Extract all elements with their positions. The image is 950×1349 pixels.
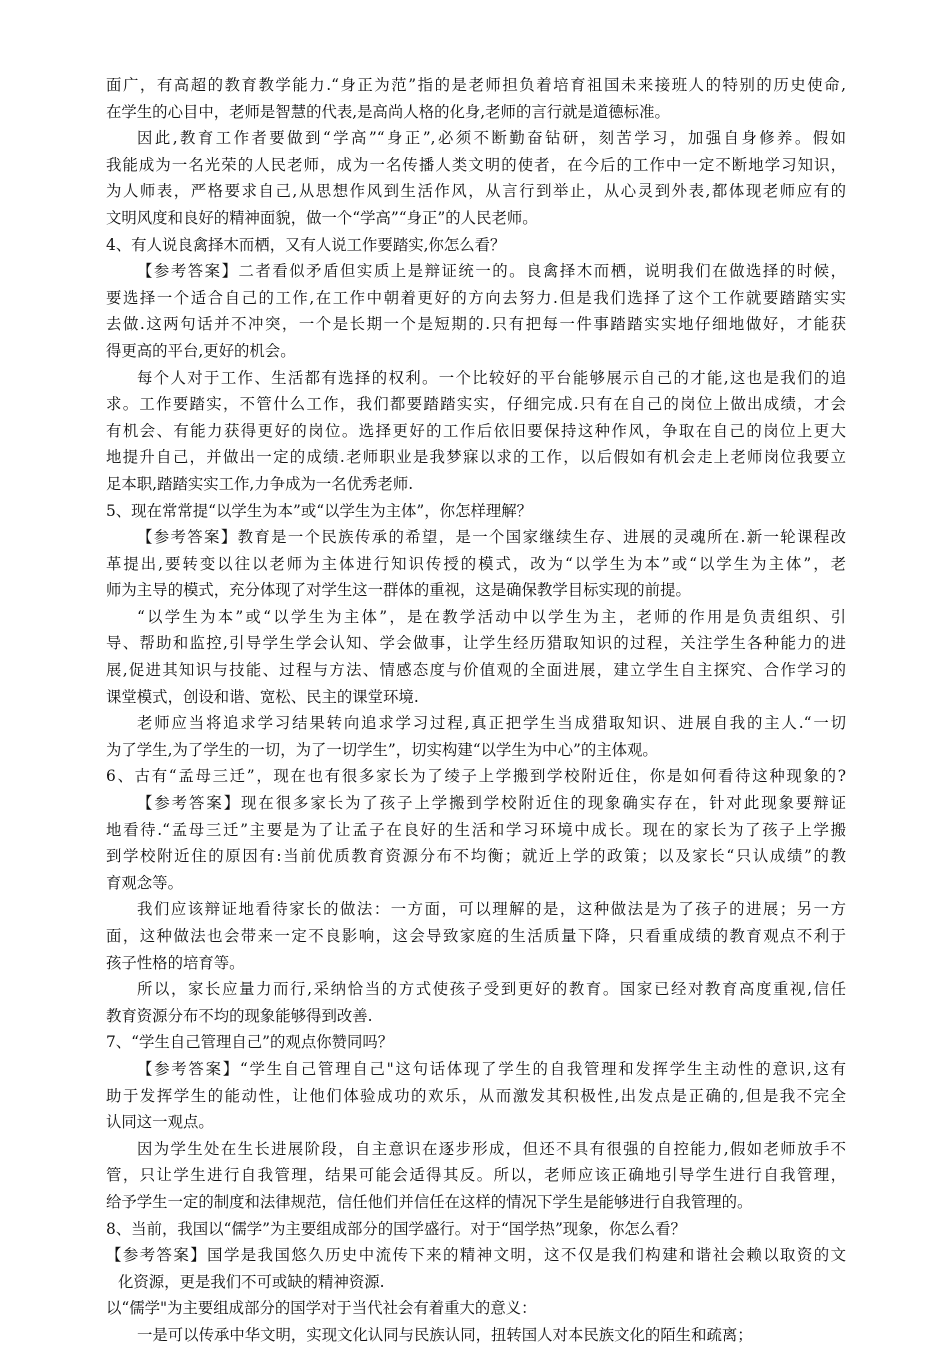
- text-line: 我能成为一名光荣的人民老师，成为一名传播人类文明的使者，在今后的工作中一定不断地学习知识，: [106, 155, 846, 174]
- text-line: 要选择一个适合自己的工作,在工作中朝着更好的方向去努力.但是我们选择了这个工作就要踏踏实实: [106, 288, 846, 307]
- text-line: 8、当前，我国以“儒学”为主要组成部分的国学盛行。对于“国学热”现象，你怎么看？: [106, 1219, 686, 1238]
- text-line: 师为主导的模式，充分体现了对学生这一群体的重视，这是确保教学目标实现的前提。: [106, 581, 691, 600]
- text-line: 为了学生,为了学生的一切，为了一切学生”，切实构建“以学生为中心”的主体观。: [106, 740, 658, 759]
- text-line: 我们应该辩证地看待家长的做法：一方面，可以理解的是，这种做法是为了孩子的进展；另一方: [137, 900, 846, 919]
- text-line: 5、现在常常提“以学生为本”或“以学生为主体”，你怎样理解？: [106, 501, 533, 520]
- text-line: 所以，家长应量力而行,采纳恰当的方式使孩子受到更好的教育。国家已经对教育高度重视,信任: [137, 980, 846, 999]
- text-line: 求。工作要踏实，不管什么工作，我们都要踏踏实实，仔细完成.只有在自己的岗位上做出成绩，才会: [106, 395, 846, 414]
- text-line: 文明风度和良好的精神面貌，做一个“学高”“身正”的人民老师。: [106, 208, 538, 227]
- text-line: 地提升自己，并做出一定的成绩.老师职业是我梦寐以求的工作，以后假如有机会走上老师岗位我要立: [106, 448, 846, 467]
- text-line: 以“儒学"为主要组成部分的国学对于当代社会有着重大的意义：: [106, 1299, 537, 1318]
- document-page: [106, 72, 846, 1349]
- text-line: 革提出,要转变以往以老师为主体进行知识传授的模式，改为“以学生为本”或“以学生为主体”，老: [106, 554, 846, 573]
- text-line: 认同这一观点。: [106, 1113, 214, 1132]
- text-line: 化资源，更是我们不可或缺的精神资源.: [118, 1272, 385, 1291]
- text-line: 去做.这两句话并不冲突，一个是长期一个是短期的.只有把每一件事踏踏实实地仔细地做好，才能获: [106, 315, 846, 334]
- text-line: 管，只让学生进行自我管理，结果可能会适得其反。所以，老师应该正确地引导学生进行自我管理，: [106, 1166, 846, 1185]
- text-line: 面，这种做法也会带来一定不良影响，这会导致家庭的生活质量下降，只看重成绩的教育观点不利于: [106, 927, 846, 945]
- text-line: 有机会、有能力获得更好的岗位。选择更好的工作后依旧要保持这种作风，争取在自己的岗位上更大: [106, 421, 846, 440]
- text-line: 7、“学生自己管理自己”的观点你赞同吗？: [106, 1033, 394, 1052]
- text-line: 教育资源分布不均的现象能够得到改善.: [106, 1006, 373, 1025]
- text-line: 每个人对于工作、生活都有选择的权利。一个比较好的平台能够展示自己的才能,这也是我们的追: [137, 368, 846, 387]
- text-line: 导、帮助和监控,引导学生学会认知、学会做事，让学生经历猎取知识的过程，关注学生各种能力的进: [106, 634, 846, 653]
- text-line: 孩子性格的培育等。: [106, 953, 245, 972]
- text-line: 育观念等。: [106, 873, 183, 892]
- text-line: 【参考答案】“学生自己管理自己"这句话体现了学生的自我管理和发挥学生主动性的意识,这有: [137, 1059, 846, 1078]
- text-line: 课堂模式，创设和谐、宽松、民主的课堂环境.: [106, 687, 419, 706]
- text-line: 【参考答案】教育是一个民族传承的希望，是一个国家继续生存、进展的灵魂所在.新一轮课程改: [137, 528, 846, 547]
- text-line: 助于发挥学生的能动性，让他们体验成功的欢乐，从而激发其积极性,出发点是正确的,但是我不完全: [106, 1086, 846, 1105]
- text-line: 面广，有高超的教育教学能力.“身正为范”指的是老师担负着培育祖国未来接班人的特别的历史使命,: [106, 76, 846, 94]
- text-line: 【参考答案】二者看似矛盾但实质上是辩证统一的。良禽择木而栖，说明我们在做选择的时候，: [137, 262, 846, 281]
- text-line: 地看待.“孟母三迁”主要是为了让孟子在良好的生活和学习环境中成长。现在的家长为了孩子上学搬: [106, 820, 846, 839]
- text-line: 得更高的平台,更好的机会。: [106, 341, 296, 360]
- text-line: 【参考答案】现在很多家长为了孩子上学搬到学校附近住的现象确实存在，针对此现象要辩证: [137, 794, 846, 813]
- text-line: 足本职,踏踏实实工作,力争成为一名优秀老师.: [106, 474, 414, 493]
- text-line: “以学生为本”或“以学生为主体”，是在教学活动中以学生为主，老师的作用是负责组织、引: [137, 607, 846, 626]
- text-line: 因为学生处在生长进展阶段，自主意识在逐步形成，但还不具有很强的自控能力,假如老师放手不: [137, 1139, 846, 1158]
- text-line: 一是可以传承中华文明，实现文化认同与民族认同，扭转国人对本民族文化的陌生和疏离；: [137, 1325, 753, 1344]
- text-line: 到学校附近住的原因有:当前优质教育资源分布不均衡；就近上学的政策；以及家长“只认成绩”的教: [106, 847, 846, 866]
- text-line: 【参考答案】国学是我国悠久历史中流传下来的精神文明，这不仅是我们构建和谐社会赖以取资的文: [106, 1246, 846, 1265]
- text-line: 6、古有“孟母三迁”，现在也有很多家长为了绫子上学搬到学校附近住，你是如何看待这种现象的?: [106, 767, 846, 786]
- text-line: 给予学生一定的制度和法律规范，信任他们并信任在这样的情况下学生是能够进行自我管理的。: [106, 1192, 753, 1211]
- text-line: 老师应当将追求学习结果转向追求学习过程,真正把学生当成猎取知识、进展自我的主人.“一切: [137, 714, 846, 733]
- text-line: 因此,教育工作者要做到“学高”“身正”,必须不断勤奋钻研，刻苦学习，加强自身修养。假如: [137, 129, 846, 148]
- text-line: 为人师表，严格要求自己,从思想作风到生活作风，从言行到举止，从心灵到外表,都体现老师应有的: [106, 182, 846, 201]
- text-line: 展,促进其知识与技能、过程与方法、情感态度与价值观的全面进展，建立学生自主探究、合作学习的: [106, 661, 846, 680]
- text-line: 4、有人说良禽择木而栖，又有人说工作要踏实,你怎么看？: [106, 235, 506, 254]
- text-line: 在学生的心目中，老师是智慧的代表,是高尚人格的化身,老师的言行就是道德标准。: [106, 102, 670, 121]
